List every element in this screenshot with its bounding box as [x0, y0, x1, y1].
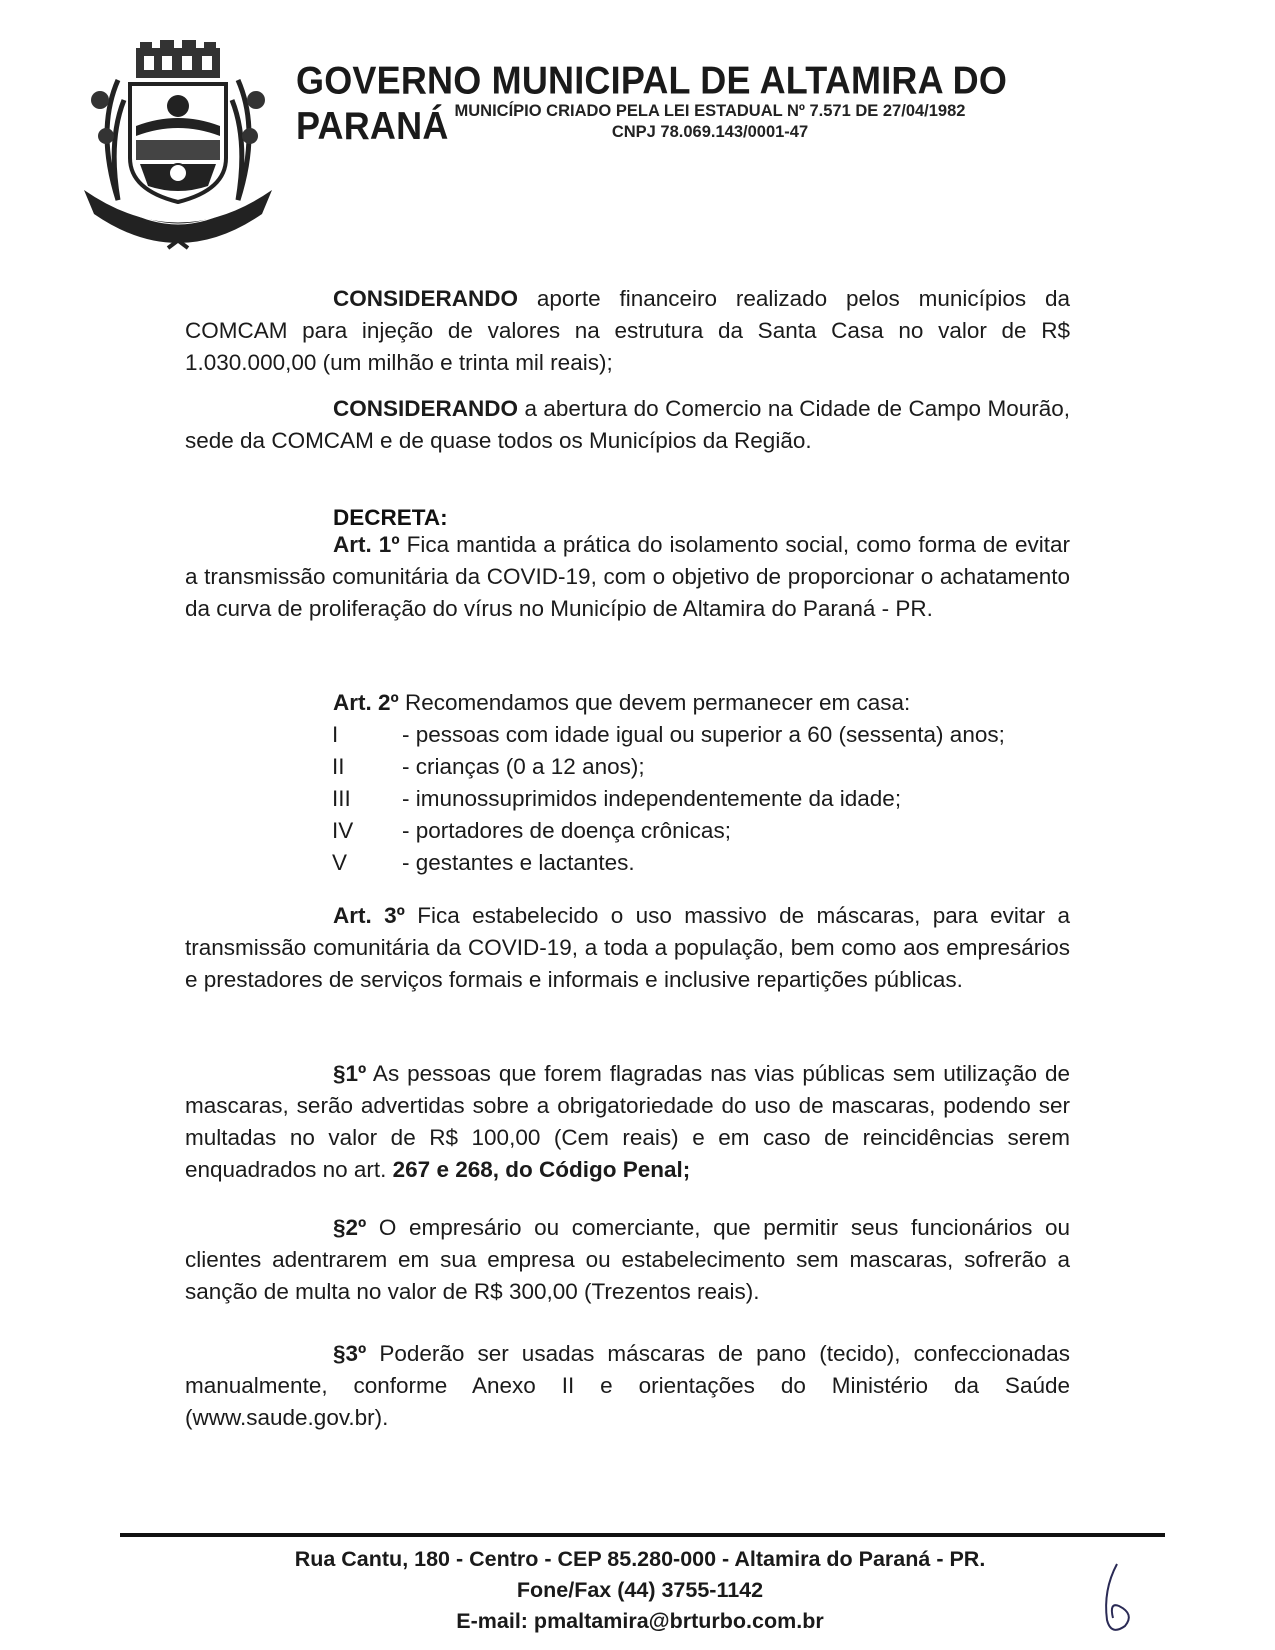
article-lead: Art. 3º [333, 903, 405, 928]
paragraph-text: O empresário ou comerciante, que permitir seus funcionários ou clientes adentrarem em sua empresa ou estabelecimento sem mascaras, sofrerão a sanção de multa no valor de R$ 300,00 (Trezentos reais). [185, 1215, 1070, 1304]
paragraph-lead: CONSIDERANDO [333, 396, 519, 421]
paragraph-considerando-2 [185, 393, 1070, 457]
paragraph-text: Poderão ser usadas máscaras de pano (tecido), confeccionadas manualmente, conforme Anexo II e orientações do Ministério da Saúde (www.saude.gov.br). [185, 1341, 1070, 1430]
paragraph-considerando-1 [185, 283, 1070, 379]
header-cnpj: CNPJ 78.069.143/0001-47 [611, 123, 809, 141]
paragraph-section-3 [185, 1338, 1070, 1434]
item-number: IV [332, 818, 354, 843]
paragraph-text: aporte financeiro realizado pelos municípios da COMCAM para injeção de valores na estrutura da Santa Casa no valor de R$ 1.030.000,00 (um milhão e trinta mil reais); [185, 286, 1070, 375]
paragraph-section-2 [185, 1212, 1070, 1308]
article-1 [185, 529, 1070, 625]
article-text: Fica estabelecido o uso massivo de máscaras, para evitar a transmissão comunitária da COVID-19, a toda a população, bem como aos empresários e prestadores de serviços formais e informais e inclusive repartições públicas. [185, 903, 1070, 992]
item-text: - crianças (0 a 12 anos); [402, 754, 645, 779]
paragraph-bold-tail: 267 e 268, do Código Penal; [392, 1157, 691, 1182]
paragraph-section-1 [185, 1058, 1070, 1186]
header-title: GOVERNO MUNICIPAL DE ALTAMIRA DO PARANÁ [296, 58, 1008, 148]
article-lead: Art. 1º [333, 532, 400, 557]
footer-phone: Fone/Fax (44) 3755-1142 [516, 1578, 764, 1602]
item-text: - pessoas com idade igual ou superior a 60 (sessenta) anos; [402, 722, 1005, 747]
paragraph-lead: CONSIDERANDO [333, 286, 519, 311]
item-number: III [332, 786, 351, 811]
item-number: I [332, 722, 339, 747]
list-item [332, 751, 1092, 783]
paragraph-text: As pessoas que forem flagradas nas vias públicas sem utilização de mascaras, serão advertidas sobre a obrigatoriedade do uso de mascaras, podendo ser multadas no valor de R$ 100,00 (Cem reais) e em caso de reincidências serem enquadrados no art. [185, 1061, 1070, 1182]
decreta-heading: DECRETA: [333, 505, 448, 530]
footer-email: E-mail: pmaltamira@brturbo.com.br [456, 1609, 824, 1633]
item-number: V [332, 850, 348, 875]
footer-divider [120, 1533, 1165, 1537]
item-text: - imunossuprimidos independentemente da idade; [402, 786, 902, 811]
article-text: Recomendamos que devem permanecer em casa: [398, 690, 911, 715]
list-item [332, 783, 1092, 815]
article-3 [185, 900, 1070, 996]
footer-address: Rua Cantu, 180 - Centro - CEP 85.280-000 - Altamira do Paraná - PR. [294, 1547, 986, 1571]
article-lead: Art. 2º [333, 690, 399, 715]
item-text: - gestantes e lactantes. [402, 850, 635, 875]
list-item [332, 719, 1092, 751]
header-subtitle: MUNICÍPIO CRIADO PELA LEI ESTADUAL Nº 7.571 DE 27/04/1982 [454, 102, 966, 120]
article-2 [185, 687, 1070, 719]
list-item [332, 847, 1092, 879]
item-number: II [332, 754, 345, 779]
list-item [332, 815, 1092, 847]
handwritten-rubric-icon [1085, 1560, 1145, 1640]
article-2-list [332, 719, 1092, 879]
article-text: Fica mantida a prática do isolamento social, como forma de evitar a transmissão comunitária da COVID-19, com o objetivo de proporcionar o achatamento da curva de proliferação do vírus no Município de Altamira do Paraná - PR. [185, 532, 1070, 621]
paragraph-lead: §2º [333, 1215, 367, 1240]
item-text: - portadores de doença crônicas; [402, 818, 731, 843]
municipal-crest-icon [78, 40, 278, 250]
paragraph-lead: §1º [333, 1061, 367, 1086]
paragraph-lead: §3º [333, 1341, 367, 1366]
paragraph-text: a abertura do Comercio na Cidade de Campo Mourão, sede da COMCAM e de quase todos os Municípios da Região. [185, 396, 1070, 453]
